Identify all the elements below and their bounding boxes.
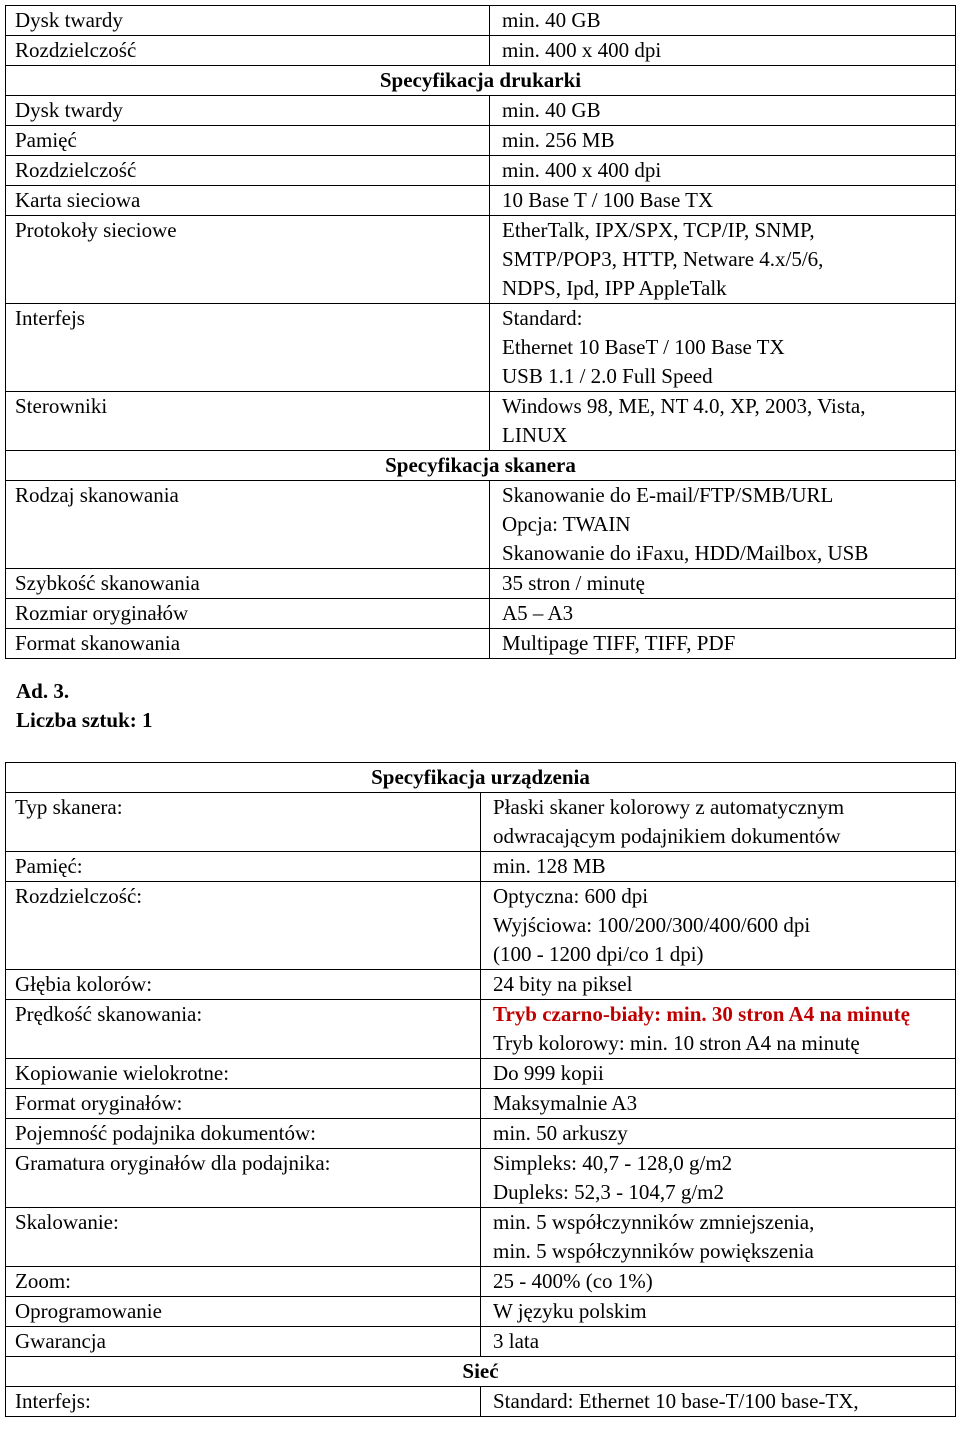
spec-value-line: min. 40 GB (502, 98, 601, 122)
spec-label: Dysk twardy (6, 96, 490, 126)
spec-label: Pamięć: (6, 852, 481, 882)
spec-value (481, 1267, 956, 1297)
spec-label: Prędkość skanowania: (6, 1000, 481, 1059)
spec-value (481, 793, 956, 852)
spec-row (6, 1327, 956, 1357)
device-spec-heading: Specyfikacja urządzenia (6, 763, 956, 793)
spec-value-line: 24 bity na piksel (493, 972, 633, 996)
spec-label: Typ skanera: (6, 793, 481, 852)
spec-value-line: Płaski skaner kolorowy z automatycznym (493, 795, 845, 819)
spec-value-line: EtherTalk, IPX/SPX, TCP/IP, SNMP, (502, 218, 815, 242)
spec-value (481, 852, 956, 882)
spec-row (6, 1387, 956, 1417)
spec-row (6, 852, 956, 882)
spec-value-line: Windows 98, ME, NT 4.0, XP, 2003, Vista, (502, 394, 866, 418)
spec-value (481, 1297, 956, 1327)
spec-row (6, 481, 956, 569)
spec-label: Interfejs: (6, 1387, 481, 1417)
spec-value-line: min. 256 MB (502, 128, 615, 152)
spec-row (6, 629, 956, 659)
spec-row (6, 126, 956, 156)
spec-label: Szybkość skanowania (6, 569, 490, 599)
spec-row (6, 1297, 956, 1327)
spec-value (490, 186, 956, 216)
spec-value-line: min. 5 współczynników zmniejszenia, (493, 1210, 815, 1234)
spec-row (6, 156, 956, 186)
spec-value (490, 156, 956, 186)
spec-value-line: (100 - 1200 dpi/co 1 dpi) (493, 942, 704, 966)
spec-row (6, 793, 956, 852)
spec-value-line: A5 – A3 (502, 601, 574, 625)
spec-row (6, 599, 956, 629)
spec-label: Rozdzielczość: (6, 882, 481, 970)
spec-label: Głębia kolorów: (6, 970, 481, 1000)
spec-row-scan-speed (6, 1000, 956, 1059)
spec-value-line: Wyjściowa: 100/200/300/400/600 dpi (493, 913, 811, 937)
spec-value-line: Dupleks: 52,3 - 104,7 g/m2 (493, 1180, 724, 1204)
spec-row (6, 1149, 956, 1208)
spec-value-line: USB 1.1 / 2.0 Full Speed (502, 364, 713, 388)
spec-row (6, 304, 956, 392)
spec-value-line: Multipage TIFF, TIFF, PDF (502, 631, 736, 655)
spec-row (6, 569, 956, 599)
spec-value (481, 882, 956, 970)
spec-value (481, 1059, 956, 1089)
spec-row (6, 970, 956, 1000)
spec-value-line: Ethernet 10 BaseT / 100 Base TX (502, 335, 785, 359)
spec-value-line: Opcja: TWAIN (502, 512, 631, 536)
spec-value (481, 1149, 956, 1208)
spec-value (481, 1119, 956, 1149)
spec-value (490, 6, 956, 36)
bw-speed-highlight: Tryb czarno-biały: min. 30 stron A4 na minutę (493, 1002, 910, 1026)
color-speed: Tryb kolorowy: min. 10 stron A4 na minutę (493, 1031, 860, 1055)
section-heading (16, 677, 153, 735)
spec-value-line: Optyczna: 600 dpi (493, 884, 649, 908)
spec-label: Format oryginałów: (6, 1089, 481, 1119)
spec-value-line: min. 5 współczynników powiększenia (493, 1239, 814, 1263)
spec-row (6, 1119, 956, 1149)
spec-value-line: 25 - 400% (co 1%) (493, 1269, 653, 1293)
spec-label: Zoom: (6, 1267, 481, 1297)
spec-value-line: Standard: (502, 306, 583, 330)
spec-value (490, 96, 956, 126)
spec-value (490, 629, 956, 659)
spec-value (490, 599, 956, 629)
spec-value (490, 216, 956, 304)
spec-label: Rodzaj skanowania (6, 481, 490, 569)
spec-row (6, 6, 956, 36)
spec-row (6, 186, 956, 216)
spec-label: Interfejs (6, 304, 490, 392)
spec-label: Rozmiar oryginałów (6, 599, 490, 629)
spec-value-line: NDPS, Ipd, IPP AppleTalk (502, 276, 727, 300)
spec-value-line: Do 999 kopii (493, 1061, 604, 1085)
spec-value-line: min. 400 x 400 dpi (502, 38, 662, 62)
spec-value (481, 1327, 956, 1357)
spec-value (481, 1208, 956, 1267)
spec-value (481, 1089, 956, 1119)
spec-label: Pojemność podajnika dokumentów: (6, 1119, 481, 1149)
spec-value (490, 304, 956, 392)
spec-row (6, 1089, 956, 1119)
spec-value-line: LINUX (502, 423, 568, 447)
spec-label: Rozdzielczość (6, 36, 490, 66)
spec-label: Rozdzielczość (6, 156, 490, 186)
spec-value-line: min. 400 x 400 dpi (502, 158, 662, 182)
spec-label: Gramatura oryginałów dla podajnika: (6, 1149, 481, 1208)
spec-row (6, 882, 956, 970)
spec-value (490, 36, 956, 66)
spec-row (6, 1267, 956, 1297)
spec-label: Dysk twardy (6, 6, 490, 36)
spec-value-line: Standard: Ethernet 10 base-T/100 base-TX, (493, 1389, 859, 1413)
spec-value-line: min. 128 MB (493, 854, 606, 878)
spec-label: Gwarancja (6, 1327, 481, 1357)
spec-label: Skalowanie: (6, 1208, 481, 1267)
spec-label: Oprogramowanie (6, 1297, 481, 1327)
spec-value-line: Skanowanie do iFaxu, HDD/Mailbox, USB (502, 541, 869, 565)
spec-value (490, 392, 956, 451)
network-spec-heading: Sieć (6, 1357, 956, 1387)
spec-row (6, 1059, 956, 1089)
spec-label: Sterowniki (6, 392, 490, 451)
spec-value-line: 35 stron / minutę (502, 571, 645, 595)
spec-row (6, 96, 956, 126)
spec-label: Karta sieciowa (6, 186, 490, 216)
spec-label: Protokoły sieciowe (6, 216, 490, 304)
spec-row (6, 392, 956, 451)
spec-value-line: odwracającym podajnikiem dokumentów (493, 824, 841, 848)
quantity-label: Liczba sztuk: 1 (16, 708, 153, 732)
spec-label: Kopiowanie wielokrotne: (6, 1059, 481, 1089)
spec-value-line: SMTP/POP3, HTTP, Netware 4.x/5/6, (502, 247, 824, 271)
spec-value (490, 481, 956, 569)
ad-number: Ad. 3. (16, 679, 70, 703)
printer-scanner-spec-table (5, 5, 956, 659)
spec-value-line: min. 40 GB (502, 8, 601, 32)
scanner-spec-heading: Specyfikacja skanera (6, 451, 956, 481)
spec-value-line: W języku polskim (493, 1299, 647, 1323)
spec-row (6, 36, 956, 66)
spec-value (490, 126, 956, 156)
spec-value-line: min. 50 arkuszy (493, 1121, 628, 1145)
spec-value-line: Maksymalnie A3 (493, 1091, 638, 1115)
spec-value (490, 569, 956, 599)
spec-label: Pamięć (6, 126, 490, 156)
spec-value-line: Simpleks: 40,7 - 128,0 g/m2 (493, 1151, 733, 1175)
spec-value-line: 10 Base T / 100 Base TX (502, 188, 714, 212)
spec-value (481, 970, 956, 1000)
spec-row (6, 1208, 956, 1267)
printer-spec-heading: Specyfikacja drukarki (6, 66, 956, 96)
spec-value (481, 1000, 956, 1059)
spec-value-line: Skanowanie do E-mail/FTP/SMB/URL (502, 483, 834, 507)
spec-value (481, 1387, 956, 1417)
spec-value-line: 3 lata (493, 1329, 540, 1353)
spec-label: Format skanowania (6, 629, 490, 659)
device-spec-table (5, 762, 956, 1417)
spec-row (6, 216, 956, 304)
